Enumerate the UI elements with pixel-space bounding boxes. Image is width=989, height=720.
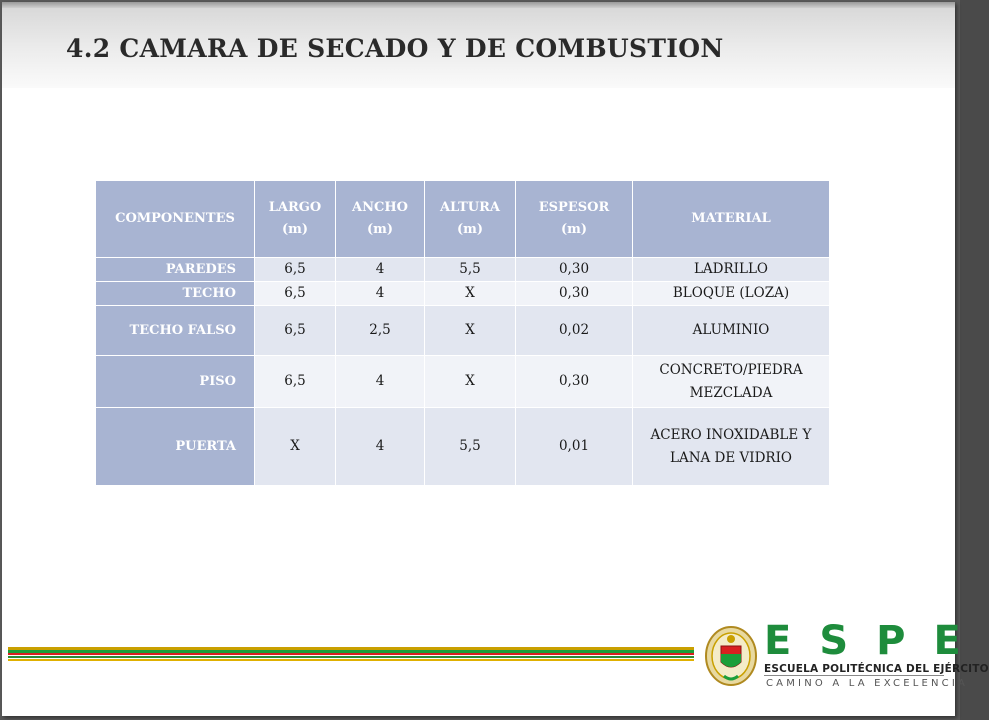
cell-ancho: 4 [336,408,425,486]
cell-componente: TECHO FALSO [96,306,255,356]
table-row [96,282,830,306]
cell-altura: X [425,306,516,356]
header-largo: LARGO (m) [255,181,336,258]
cell-componente: PAREDES [96,258,255,282]
header-ancho: ANCHO (m) [336,181,425,258]
cell-altura: X [425,356,516,408]
cell-material: BLOQUE (LOZA) [633,282,830,306]
slide-panel [2,2,989,716]
brand-subtitle: ESCUELA POLITÉCNICA DEL EJÉRCITO [764,663,989,675]
cell-material: LADRILLO [633,258,830,282]
title-band-top-line [2,2,955,8]
cell-largo: 6,5 [255,258,336,282]
table-row [96,356,830,408]
brand-wordmark: ESPE [764,618,989,664]
slide-title: 4.2 CAMARA DE SECADO Y DE COMBUSTION [66,34,724,63]
cell-ancho: 4 [336,356,425,408]
cell-largo: 6,5 [255,282,336,306]
cell-altura: 5,5 [425,258,516,282]
header-componentes: COMPONENTES [96,181,255,258]
footer-stripe-yellow-2 [8,659,694,661]
brand-tagline: CAMINO A LA EXCELENCIA [766,678,969,689]
espe-crest-icon [704,624,758,688]
cell-espesor: 0,30 [516,282,633,306]
cell-componente: PUERTA [96,408,255,486]
components-table [95,180,830,486]
cell-largo: 6,5 [255,306,336,356]
cell-altura: X [425,282,516,306]
header-material: MATERIAL [633,181,830,258]
cell-componente: TECHO [96,282,255,306]
header-espesor: ESPESOR (m) [516,181,633,258]
cell-ancho: 4 [336,258,425,282]
table-row [96,258,830,282]
cell-espesor: 0,30 [516,258,633,282]
table-row [96,408,830,486]
cell-ancho: 4 [336,282,425,306]
cell-espesor: 0,30 [516,356,633,408]
table-header-row [96,181,830,258]
cell-espesor: 0,01 [516,408,633,486]
header-altura: ALTURA (m) [425,181,516,258]
cell-espesor: 0,02 [516,306,633,356]
cell-altura: 5,5 [425,408,516,486]
cell-material: CONCRETO/PIEDRA MEZCLADA [633,356,830,408]
cell-ancho: 2,5 [336,306,425,356]
footer-stripe-red [8,653,694,655]
brand-divider [764,675,944,676]
cell-material: ALUMINIO [633,306,830,356]
cell-largo: 6,5 [255,356,336,408]
cell-material: ACERO INOXIDABLE Y LANA DE VIDRIO [633,408,830,486]
table-row [96,306,830,356]
cell-largo: X [255,408,336,486]
footer-stripe-green-2 [8,656,694,658]
cell-componente: PISO [96,356,255,408]
title-band [2,2,955,88]
